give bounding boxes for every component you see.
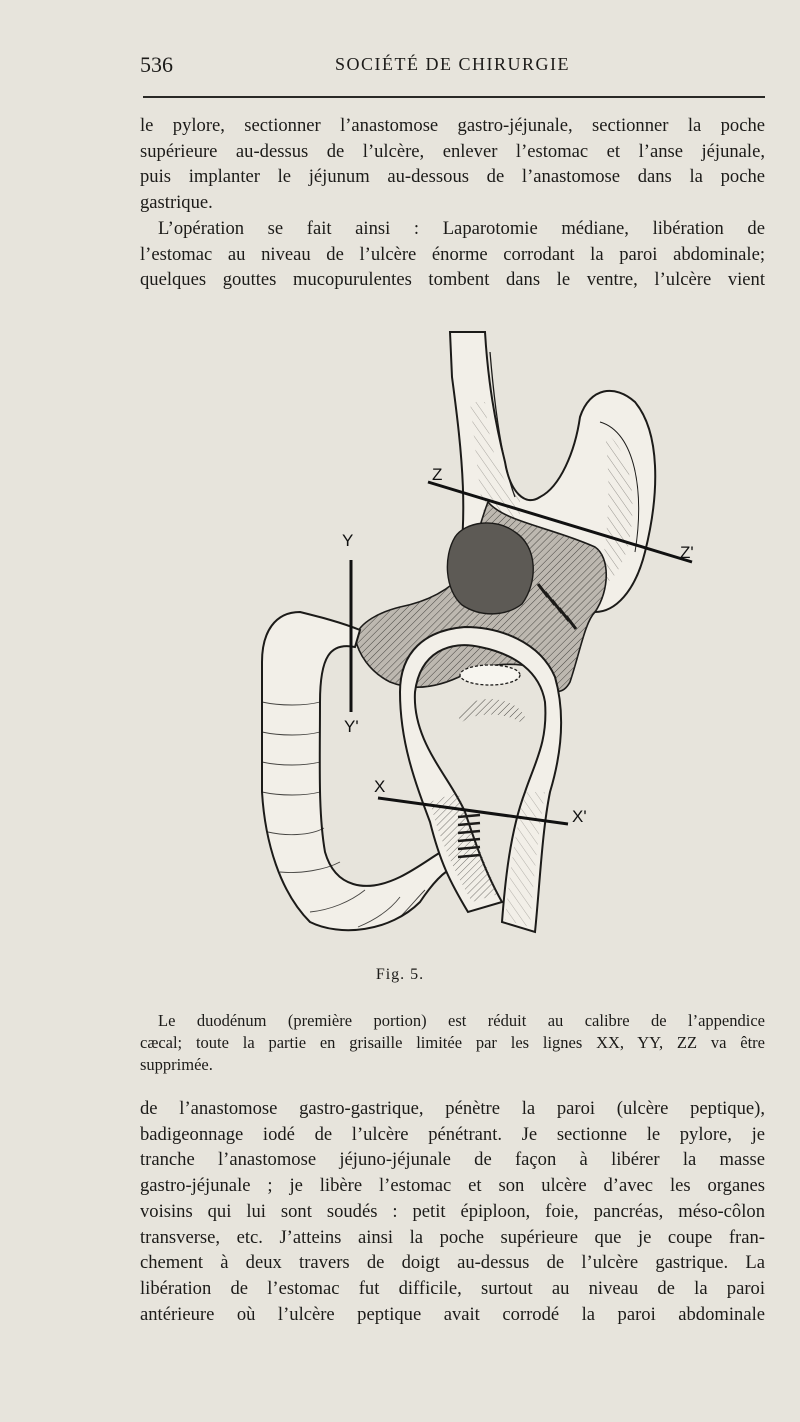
text-line: voisins qui lui sont soudés : petit épiploon, foie, pancréas, méso-côlon — [140, 1200, 765, 1222]
text-line: l’estomac au niveau de l’ulcère énorme corrodant la paroi abdominale; — [140, 243, 765, 265]
text-line: transverse, etc. J’atteins ainsi la poche supérieure que je coupe fran- — [140, 1226, 765, 1248]
running-title: SOCIÉTÉ DE CHIRURGIE — [335, 54, 570, 74]
label-z-prime: Z' — [680, 543, 694, 562]
text-line: le pylore, sectionner l’anastomose gastro-jéjunale, sectionner la poche — [140, 115, 765, 136]
paragraph-1 — [140, 113, 765, 216]
text-line: puis implanter le jéjunum au-dessous de l’anastomose dans la poche — [140, 166, 765, 188]
label-z: Z — [432, 465, 443, 484]
caption-line: supprimée. — [140, 1055, 213, 1074]
text-line: tranche l’anastomose jéjuno-jéjunale de façon à libérer la masse — [140, 1149, 765, 1171]
page-number: 536 — [140, 52, 173, 77]
caption-line: cæcal; toute la partie en grisaille limitée par les lignes XX, YY, ZZ va être — [140, 1033, 765, 1052]
text-line: chement à deux travers de doigt au-dessus de l’ulcère gastrique. La — [140, 1252, 765, 1274]
label-x: X — [374, 777, 386, 796]
label-y-prime: Y' — [344, 717, 359, 736]
text-line: libération de l’estomac fut difficile, surtout au niveau de la paroi — [140, 1277, 765, 1299]
figure-title: Fig. 5. — [375, 966, 425, 983]
text-line: L’opération se fait ainsi : Laparotomie médiane, libération de — [158, 218, 765, 239]
text-line: supérieure au-dessus de l’ulcère, enlever l’estomac et l’anse jéjunale, — [140, 140, 765, 162]
anatomical-figure — [240, 322, 710, 962]
label-y: Y — [342, 531, 354, 550]
header-rule — [143, 96, 765, 98]
text-line: de l’anastomose gastro-gastrique, pénètre la paroi (ulcère peptique), — [140, 1098, 765, 1119]
figure-caption — [140, 1010, 765, 1076]
text-line: quelques gouttes mucopurulentes tombent dans le ventre, l’ulcère vient — [140, 269, 765, 291]
caption-line: Le duodénum (première portion) est réduit au calibre de l’appendice — [158, 1011, 765, 1030]
running-head — [140, 52, 765, 80]
label-x-prime: X' — [572, 807, 587, 826]
text-line: antérieure où l’ulcère peptique avait corrodé la paroi abdominale — [140, 1303, 765, 1325]
paragraph-2 — [140, 216, 765, 293]
text-line: gastro-jéjunale ; je libère l’estomac et son ulcère d’avec les organes — [140, 1175, 765, 1197]
paragraph-3 — [140, 1096, 765, 1327]
text-line: badigeonnage iodé de l’ulcère pénétrant. Je sectionne le pylore, je — [140, 1123, 765, 1145]
text-line: gastrique. — [140, 192, 213, 214]
